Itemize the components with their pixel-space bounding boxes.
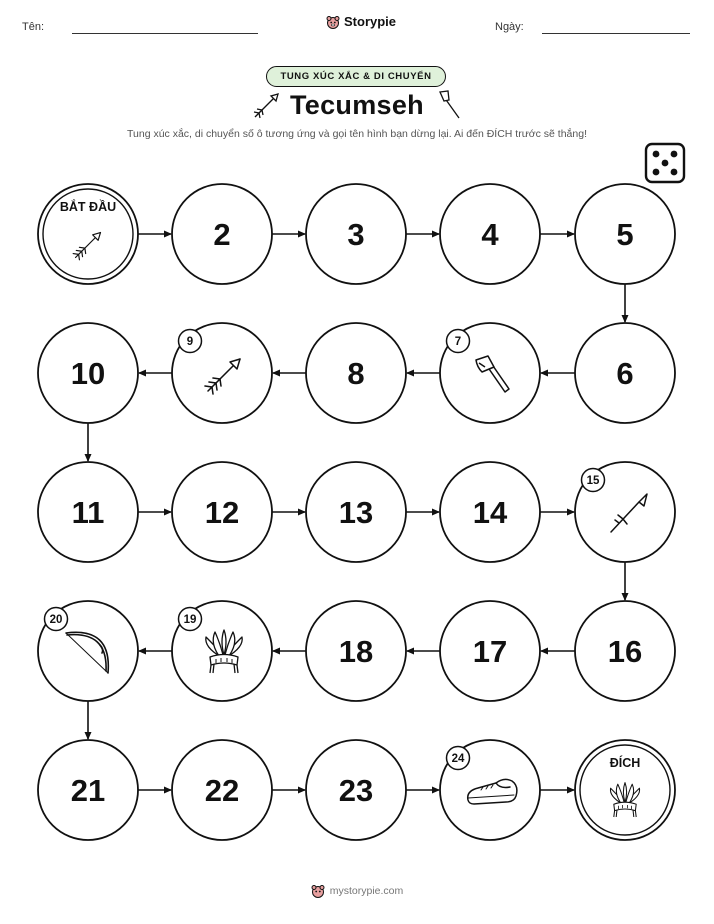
space-number: 16	[607, 634, 643, 669]
space-number: 13	[338, 495, 374, 530]
board-space-8[interactable]	[306, 323, 406, 423]
board-space-3[interactable]	[306, 184, 406, 284]
board-space-23[interactable]	[306, 740, 406, 840]
board-space-6[interactable]	[575, 323, 675, 423]
game-title: Tecumseh	[290, 90, 424, 120]
space-circle	[38, 184, 138, 284]
space-number: 15	[586, 475, 600, 487]
space-number: 6	[616, 356, 634, 391]
date-label: Ngày:	[495, 21, 524, 33]
finish-label: ĐÍCH	[609, 756, 641, 770]
space-number: 3	[347, 217, 365, 252]
start-label: BẮT ĐẦU	[59, 200, 117, 214]
space-number: 10	[70, 356, 106, 391]
storypie-logo-icon	[311, 884, 325, 898]
board-space-5[interactable]	[575, 184, 675, 284]
board-space-25[interactable]	[575, 740, 675, 840]
space-number: 8	[347, 356, 365, 391]
space-number: 17	[472, 634, 508, 669]
space-number: 14	[472, 495, 508, 530]
board-space-1[interactable]	[38, 184, 138, 284]
game-instructions: Tung xúc xắc, di chuyển số ô tương ứng và gọi tên hình bạn dừng lại. Ai đến ĐÍCH trước sẽ thắng!	[126, 128, 587, 140]
board-space-7[interactable]	[440, 323, 540, 423]
board-space-2[interactable]	[172, 184, 272, 284]
board-space-19[interactable]	[172, 601, 272, 701]
board-space-22[interactable]	[172, 740, 272, 840]
space-number: 18	[338, 634, 374, 669]
board-space-12[interactable]	[172, 462, 272, 562]
space-number: 19	[183, 614, 197, 626]
board-space-10[interactable]	[38, 323, 138, 423]
board-space-4[interactable]	[440, 184, 540, 284]
space-number: 22	[204, 773, 240, 808]
board-space-17[interactable]	[440, 601, 540, 701]
board-space-18[interactable]	[306, 601, 406, 701]
space-number: 24	[451, 753, 465, 765]
footer	[0, 884, 714, 898]
space-number: 9	[186, 336, 194, 348]
space-number: 7	[454, 336, 462, 348]
board-space-21[interactable]	[38, 740, 138, 840]
space-number: 4	[481, 217, 499, 252]
board-space-9[interactable]	[172, 323, 272, 423]
board-space-13[interactable]	[306, 462, 406, 562]
board-space-16[interactable]	[575, 601, 675, 701]
game-subtitle-badge: TUNG XÚC XẮC & DI CHUYỂN	[266, 66, 446, 87]
footer-site[interactable]: mystorypie.com	[329, 885, 404, 897]
board-space-20[interactable]	[38, 601, 138, 701]
space-number: 23	[338, 773, 374, 808]
space-number: 11	[71, 495, 105, 530]
space-number: 12	[204, 495, 240, 530]
board-space-14[interactable]	[440, 462, 540, 562]
space-number: 5	[616, 217, 634, 252]
name-label: Tên:	[22, 21, 45, 33]
brand-name: Storypie	[344, 14, 397, 29]
space-number: 20	[49, 614, 63, 626]
board-space-11[interactable]	[38, 462, 138, 562]
space-number: 21	[70, 773, 106, 808]
board-space-24[interactable]	[440, 740, 540, 840]
board-space-15[interactable]	[575, 462, 675, 562]
space-number: 2	[213, 217, 231, 252]
